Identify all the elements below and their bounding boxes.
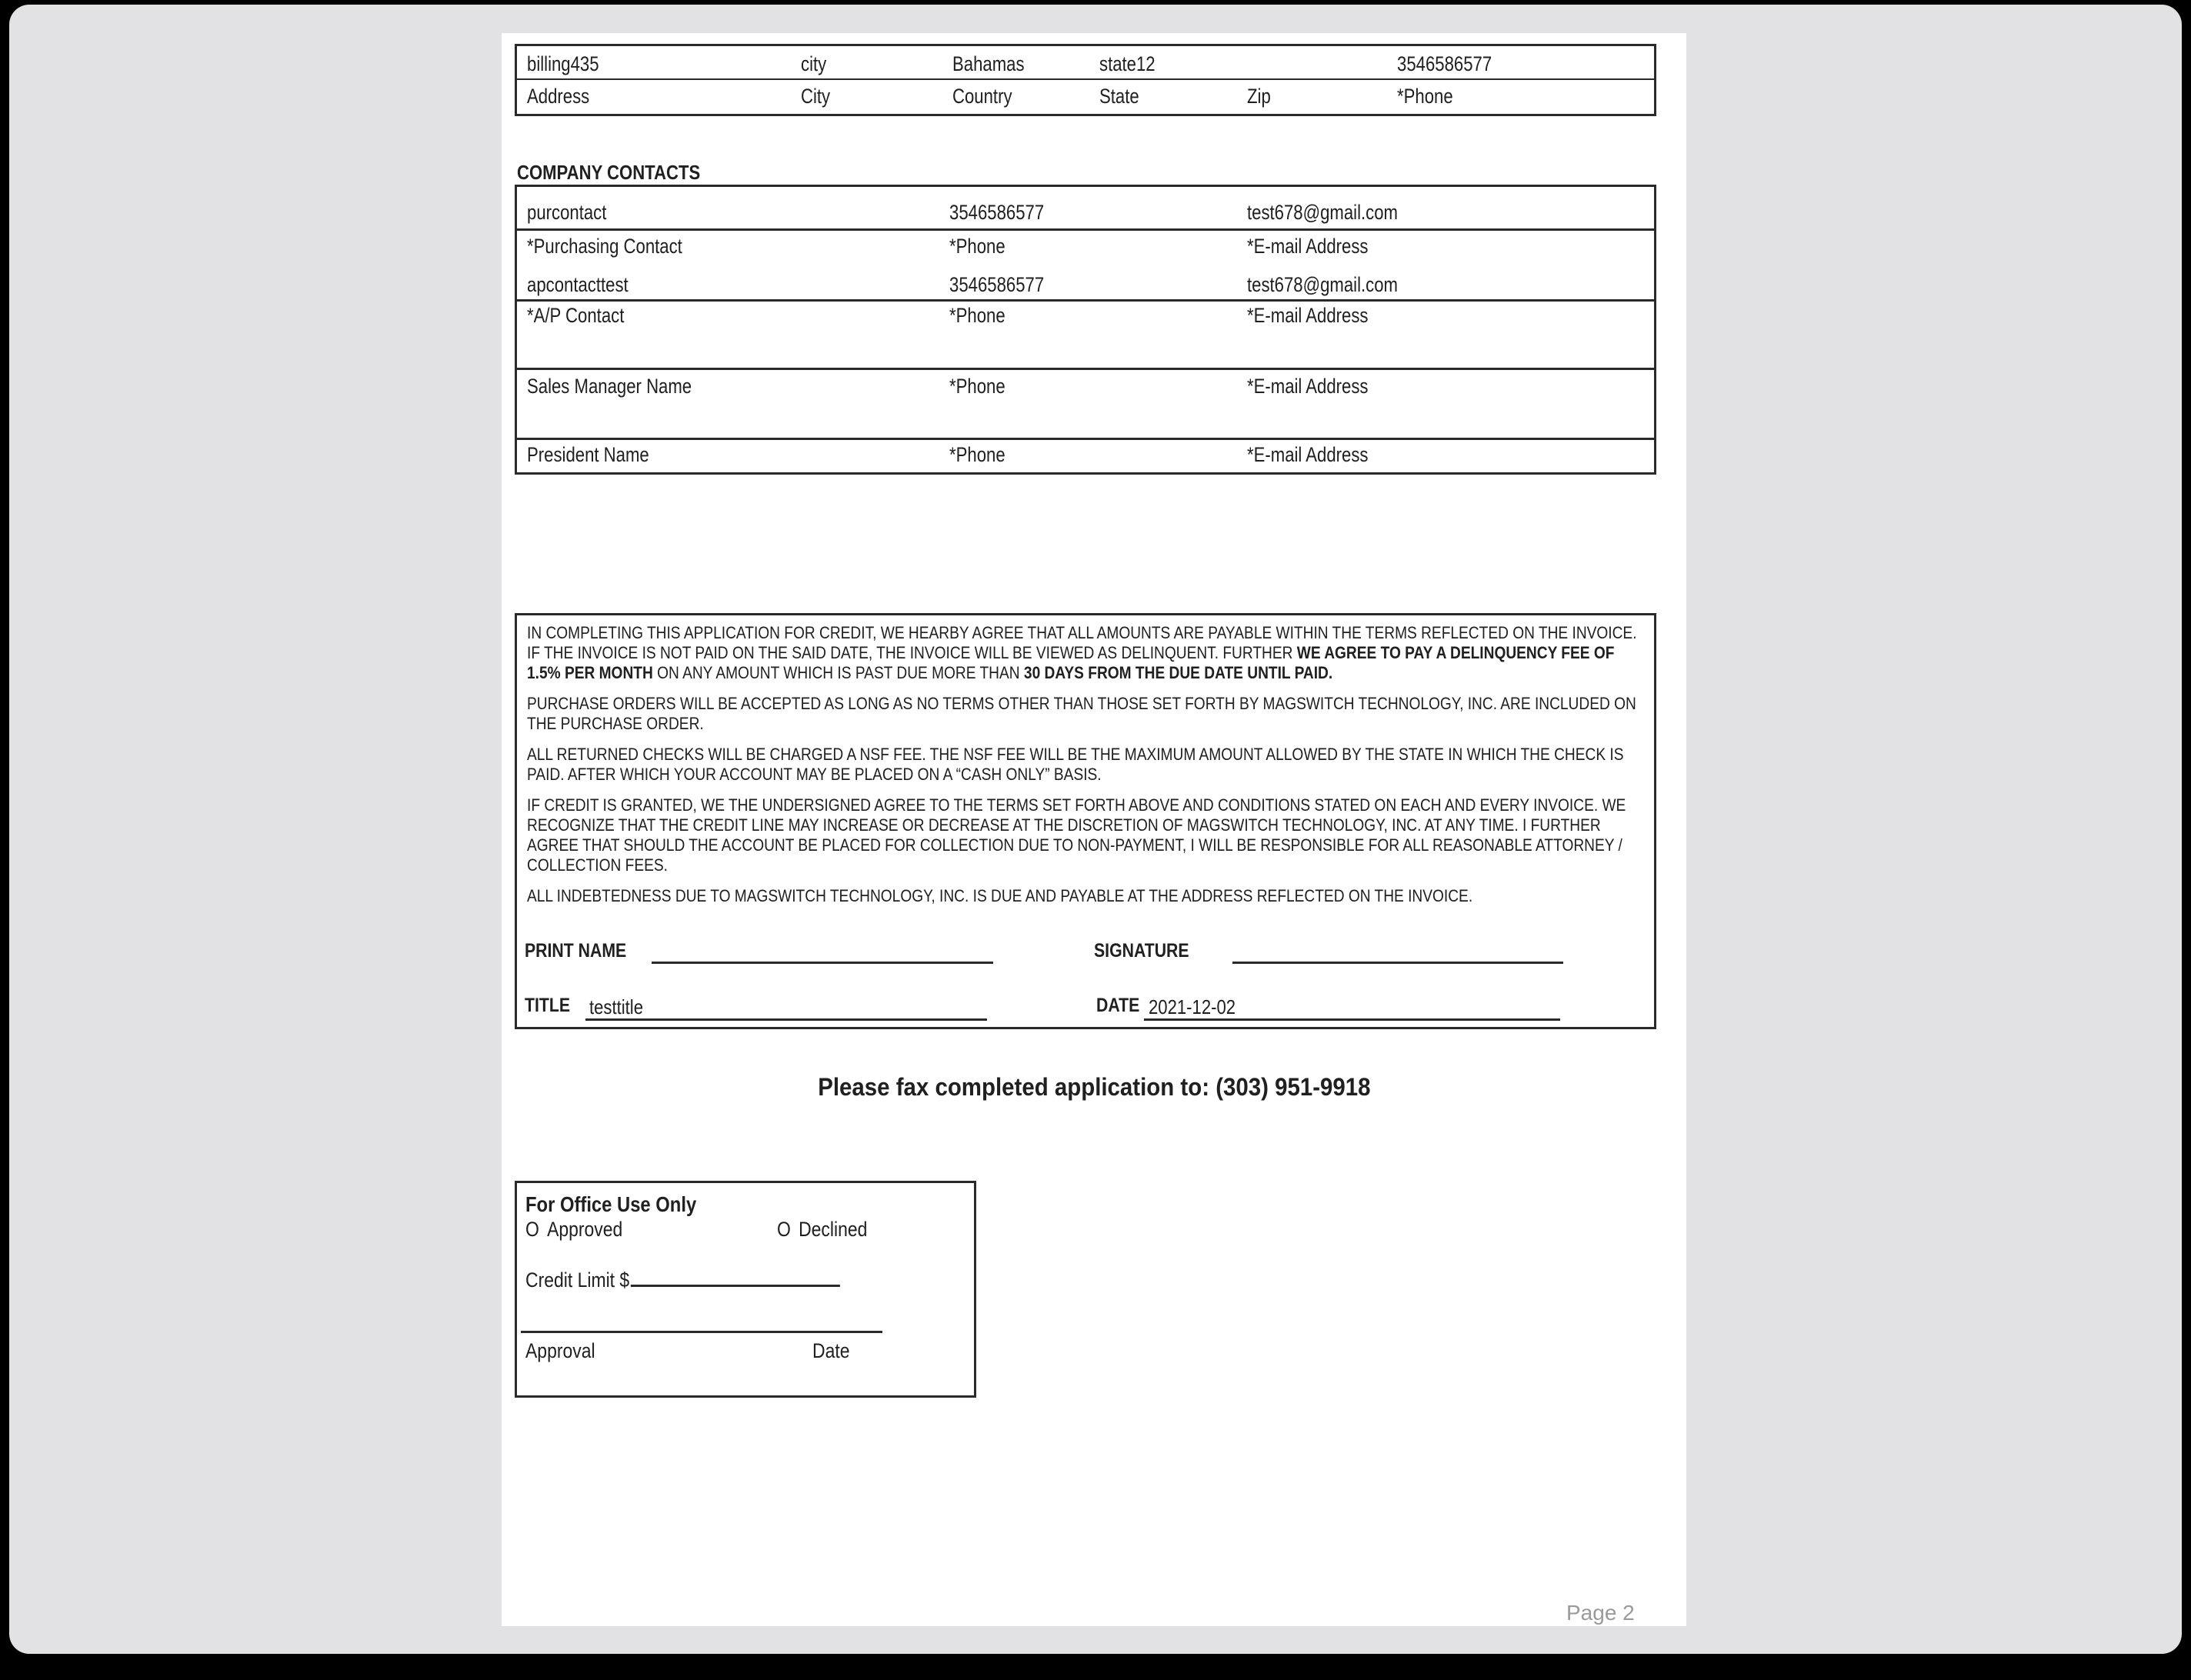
ap-contact-email: test678@gmail.com bbox=[1247, 273, 1398, 296]
terms-paragraph: IF CREDIT IS GRANTED, WE THE UNDERSIGNED AGREE TO THE TERMS SET FORTH ABOVE AND CONDITIONS STATED ON EACH AND EVERY INVOICE. WE RECOGNIZE THAT THE CREDIT LINE MAY INCREASE OR DECREASE AT THE DISCRETION OF MAGSWITCH TECHNOLOGY, INC. AT ANY TIME. I FURTHER AGREE THAT SHOULD THE ACCOUNT BE PLACED FOR COLLECTION DUE TO NON-PAYMENT, I WILL BE RESPONSIBLE FOR ALL REASONABLE ATTORNEY / COLLECTION FEES. bbox=[527, 795, 1626, 875]
country-value: Bahamas bbox=[952, 52, 1025, 75]
company-contacts-heading: COMPANY CONTACTS bbox=[517, 161, 701, 184]
purchasing-contact-email: test678@gmail.com bbox=[1247, 201, 1398, 224]
phone-column-label: *Phone bbox=[949, 235, 1005, 258]
address-label: Address bbox=[527, 85, 590, 108]
approved-label: Approved bbox=[547, 1218, 623, 1241]
signature-line bbox=[1232, 962, 1563, 964]
credit-limit-row bbox=[525, 1266, 840, 1292]
phone-column-label: *Phone bbox=[949, 375, 1005, 398]
phone-column-label: *Phone bbox=[949, 443, 1005, 466]
office-use-box bbox=[515, 1181, 976, 1398]
city-label: City bbox=[801, 85, 831, 108]
terms-paragraphs bbox=[527, 623, 1640, 917]
signature-label: SIGNATURE bbox=[1094, 940, 1189, 962]
terms-paragraph: IN COMPLETING THIS APPLICATION FOR CREDIT, WE HEARBY AGREE THAT ALL AMOUNTS ARE PAYABLE WITHIN THE TERMS REFLECTED ON THE INVOICE. IF THE INVOICE IS NOT PAID ON THE SAID DATE, THE INVOICE WILL BE VIEWED AS DELINQUENT. FURTHER WE AGREE TO PAY A DELINQUENCY FEE OF 1.5% PER MONTH ON ANY AMOUNT WHICH IS PAST DUE MORE THAN 30 DAYS FROM THE DUE DATE UNTIL PAID. bbox=[527, 623, 1637, 682]
fax-instruction: Please fax completed application to: (303) 951-9918 bbox=[817, 1073, 1371, 1101]
contacts-row-separator bbox=[517, 368, 1654, 370]
address-value: billing435 bbox=[527, 52, 599, 75]
billing-address-table bbox=[515, 44, 1656, 116]
company-contacts-table bbox=[515, 185, 1656, 475]
purchasing-contact-name: purcontact bbox=[527, 201, 607, 224]
state-label: State bbox=[1099, 85, 1139, 108]
phone-column-label: *Phone bbox=[949, 304, 1005, 327]
radio-icon: O bbox=[525, 1218, 539, 1241]
email-column-label: *E-mail Address bbox=[1247, 443, 1369, 466]
declined-option bbox=[777, 1218, 867, 1242]
address-table-separator bbox=[517, 78, 1654, 80]
contacts-row-separator bbox=[517, 228, 1654, 231]
office-date-label: Date bbox=[812, 1339, 850, 1362]
country-label: Country bbox=[952, 85, 1012, 108]
print-name-line bbox=[652, 962, 993, 964]
approval-label: Approval bbox=[525, 1339, 595, 1362]
radio-icon: O bbox=[777, 1218, 791, 1241]
city-value: city bbox=[801, 52, 827, 75]
email-column-label: *E-mail Address bbox=[1247, 375, 1369, 398]
office-use-title: For Office Use Only bbox=[525, 1192, 697, 1216]
state-value: state12 bbox=[1099, 52, 1156, 75]
phone-value: 3546586577 bbox=[1397, 52, 1492, 75]
sales-manager-label: Sales Manager Name bbox=[527, 375, 692, 398]
title-value: testtitle bbox=[589, 995, 644, 1018]
email-column-label: *E-mail Address bbox=[1247, 235, 1369, 258]
ap-contact-name: apcontacttest bbox=[527, 273, 629, 296]
credit-limit-label: Credit Limit $ bbox=[525, 1268, 630, 1292]
zip-label: Zip bbox=[1247, 85, 1271, 108]
approval-line bbox=[521, 1331, 882, 1333]
terms-paragraph: ALL RETURNED CHECKS WILL BE CHARGED A NSF FEE. THE NSF FEE WILL BE THE MAXIMUM AMOUNT ALLOWED BY THE STATE IN WHICH THE CHECK IS PAID. AFTER WHICH YOUR ACCOUNT MAY BE PLACED ON A “CASH ONLY” BASIS. bbox=[527, 745, 1624, 784]
title-line bbox=[585, 1018, 987, 1021]
title-label: TITLE bbox=[525, 995, 571, 1016]
contacts-row-separator bbox=[517, 438, 1654, 440]
phone-label: *Phone bbox=[1397, 85, 1453, 108]
terms-paragraph: PURCHASE ORDERS WILL BE ACCEPTED AS LONG AS NO TERMS OTHER THAN THOSE SET FORTH BY MAGSWITCH TECHNOLOGY, INC. ARE INCLUDED ON THE PURCHASE ORDER. bbox=[527, 694, 1636, 733]
email-column-label: *E-mail Address bbox=[1247, 304, 1369, 327]
approved-option bbox=[525, 1218, 622, 1242]
ap-contact-phone: 3546586577 bbox=[949, 273, 1045, 296]
page-number: Page 2 bbox=[1566, 1601, 1635, 1625]
purchasing-contact-phone: 3546586577 bbox=[949, 201, 1045, 224]
declined-label: Declined bbox=[799, 1218, 868, 1241]
terms-paragraph: ALL INDEBTEDNESS DUE TO MAGSWITCH TECHNOLOGY, INC. IS DUE AND PAYABLE AT THE ADDRESS REFLECTED ON THE INVOICE. bbox=[527, 886, 1473, 905]
print-name-label: PRINT NAME bbox=[525, 940, 627, 962]
contacts-row-separator bbox=[517, 299, 1654, 302]
president-label: President Name bbox=[527, 443, 649, 466]
viewer-background bbox=[9, 5, 2182, 1654]
document-page bbox=[502, 33, 1686, 1626]
date-label: DATE bbox=[1096, 995, 1140, 1016]
date-line bbox=[1144, 1018, 1560, 1021]
credit-limit-line bbox=[631, 1266, 840, 1287]
ap-contact-label: *A/P Contact bbox=[527, 304, 625, 327]
purchasing-contact-label: *Purchasing Contact bbox=[527, 235, 682, 258]
credit-terms-box bbox=[515, 613, 1656, 1029]
fax-instruction-row bbox=[502, 1073, 1686, 1102]
date-value: 2021-12-02 bbox=[1149, 995, 1236, 1018]
